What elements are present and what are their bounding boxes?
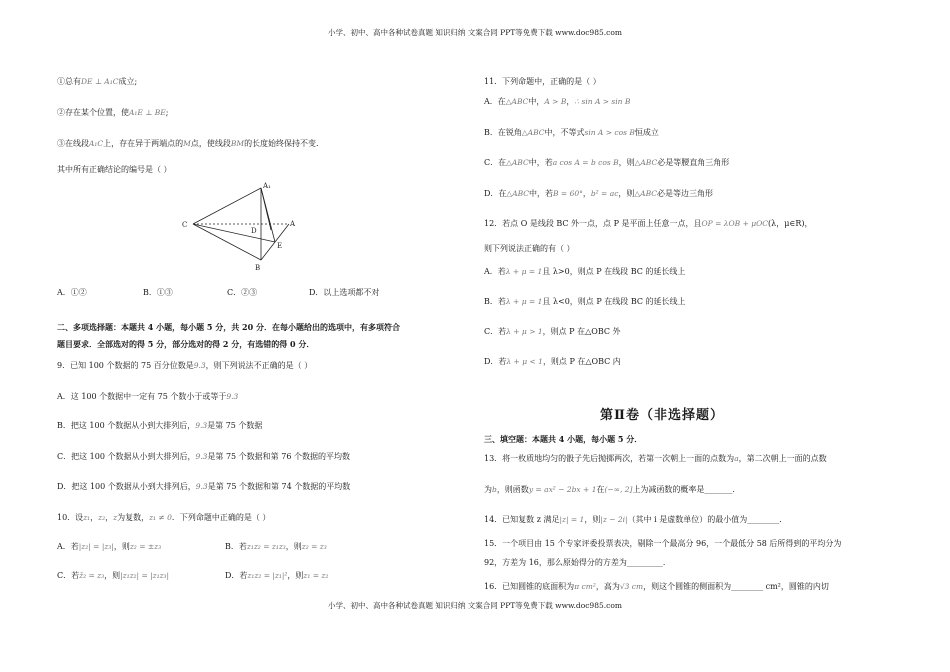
q9-option-c: C．把这 100 个数据从小到大排列后，9.3是第 75 个数据和第 76 个数据的平均数 — [57, 452, 350, 461]
q9-option-d: D．把这 100 个数据从小到大排列后，9.3是第 75 个数据和第 74 个数据的平均数 — [57, 482, 351, 491]
q12-option-b: B．若λ + μ = 1且 λ<0，则点 P 在线段 BC 的延长线上 — [484, 297, 686, 306]
section2-heading-line1: 二、多项选择题：本题共 4 小题，每小题 5 分，共 20 分．在每小题给出的选项中，有多项符合 — [57, 322, 400, 332]
label-d: D — [251, 227, 257, 235]
label-a1: A₁ — [263, 182, 271, 190]
q7-option-d: D．以上选项都不对 — [309, 288, 380, 297]
q10-option-c: C．若z̄₂ = z₃，则|z₁z₂| = |z₁z₃| — [57, 571, 170, 580]
q12-option-a: A．若λ + μ = 1且 λ>0，则点 P 在线段 BC 的延长线上 — [484, 267, 686, 276]
q12-option-c: C．若λ + μ > 1，则点 P 在△OBC 外 — [484, 327, 621, 336]
q16: 16．已知圆锥的底面积为π cm²，高为√3 cm，则这个圆锥的侧面积为________ cm²，圆锥的内切 — [484, 582, 829, 591]
statement-1: ①总有DE ⊥ A₁C成立; — [57, 77, 138, 86]
q10-option-d: D．若z₁z₂ = |z₁|²，则z₁ = z₂ — [225, 571, 329, 580]
q11-stem: 11．下列命题中，正确的是（ ） — [484, 77, 601, 86]
q11-option-a: A．在△ABC中，A > B，∴ sin A > sin B — [484, 97, 631, 106]
label-a: A — [290, 220, 296, 228]
q10-option-b: B．若z₁z₂ = z₁z₃，则z₂ = z₃ — [225, 542, 327, 551]
q12-option-d: D．若λ + μ < 1，则点 P 在△OBC 内 — [484, 357, 621, 366]
q11-option-c: C．在△ABC中，若a cos A = b cos B，则△ABC必是等腰直角三角形 — [484, 158, 730, 167]
q9-option-b: B．把这 100 个数据从小到大排列后，9.3是第 75 个数据 — [57, 421, 263, 430]
q10-stem: 10．设z₁，z₂，z为复数，z₁ ≠ 0．下列命题中正确的是（ ） — [57, 513, 271, 522]
q14: 14．已知复数 z 满足|z| = 1，则|z − 2i|（其中 i 是虚数单位）的最小值为________． — [484, 515, 788, 524]
q12-stem-line2: 则下列说法正确的有（ ） — [484, 244, 575, 253]
q13-line2: 为b，则函数y = ax² − 2bx + 1在(−∞, 2]上为减函数的概率是_______． — [484, 485, 741, 494]
q13-line1: 13．将一枚质地均匀的骰子先后抛掷两次，若第一次朝上一面的点数为a，第二次朝上一面的点数 — [484, 454, 827, 463]
label-c: C — [182, 221, 188, 229]
q7-option-b: B．①③ — [143, 288, 173, 297]
section2-heading-line2: 题目要求．全部选对的得 5 分，部分选对的得 2 分，有选错的得 0 分． — [57, 339, 315, 349]
statement-2: ②存在某个位置，使A₁E ⊥ BE; — [57, 108, 169, 117]
q10-option-a: A．若|z₂| = |z₃|，则z₂ = ±z₃ — [57, 542, 162, 551]
label-e: E — [277, 242, 283, 250]
q9-stem: 9．已知 100 个数据的 75 百分位数是9.3，则下列说法不正确的是（ ） — [57, 361, 313, 370]
q9-option-a: A．这 100 个数据中一定有 75 个数小于或等于9.3 — [57, 392, 239, 401]
q11-option-d: D．在△ABC中，若B = 60°，b² = ac，则△ABC必是等边三角形 — [484, 189, 713, 198]
label-b: B — [255, 264, 261, 272]
geometry-figure — [177, 180, 307, 275]
page-header: 小学、初中、高中各种试卷真题 知识归纳 文案合同 PPT等免费下载 www.doc985.com — [328, 28, 622, 37]
q12-stem: 12．若点 O 是线段 BC 外一点，点 P 是平面上任意一点，且OP = λOB + μOC(λ，μ∈R)， — [484, 219, 813, 228]
section3-heading: 三、填空题：本题共 4 小题，每小题 5 分． — [484, 434, 643, 444]
part-2-title: 第Ⅱ卷（非选择题） — [600, 408, 724, 423]
q7-option-c: C．②③ — [227, 288, 258, 297]
q11-option-b: B．在锐角△ABC中，不等式sin A > cos B恒成立 — [484, 128, 659, 137]
statement-3: ③在线段A₁C上，存在异于两端点的M点，使线段BM的长度始终保持不变. — [57, 139, 319, 148]
q7-option-a: A．①② — [57, 288, 87, 297]
q15-line2: 92，方差为 16，那么原始得分的方差为_________． — [484, 558, 671, 567]
question-stem: 其中所有正确结论的编号是（ ） — [57, 165, 172, 174]
q15-line1: 15．一个项目由 15 个专家评委投票表决，剔除一个最高分 96，一个最低分 58 后所得到的平均分为 — [484, 539, 842, 548]
page-footer: 小学、初中、高中各种试卷真题 知识归纳 文案合同 PPT等免费下载 www.doc985.com — [328, 601, 622, 610]
